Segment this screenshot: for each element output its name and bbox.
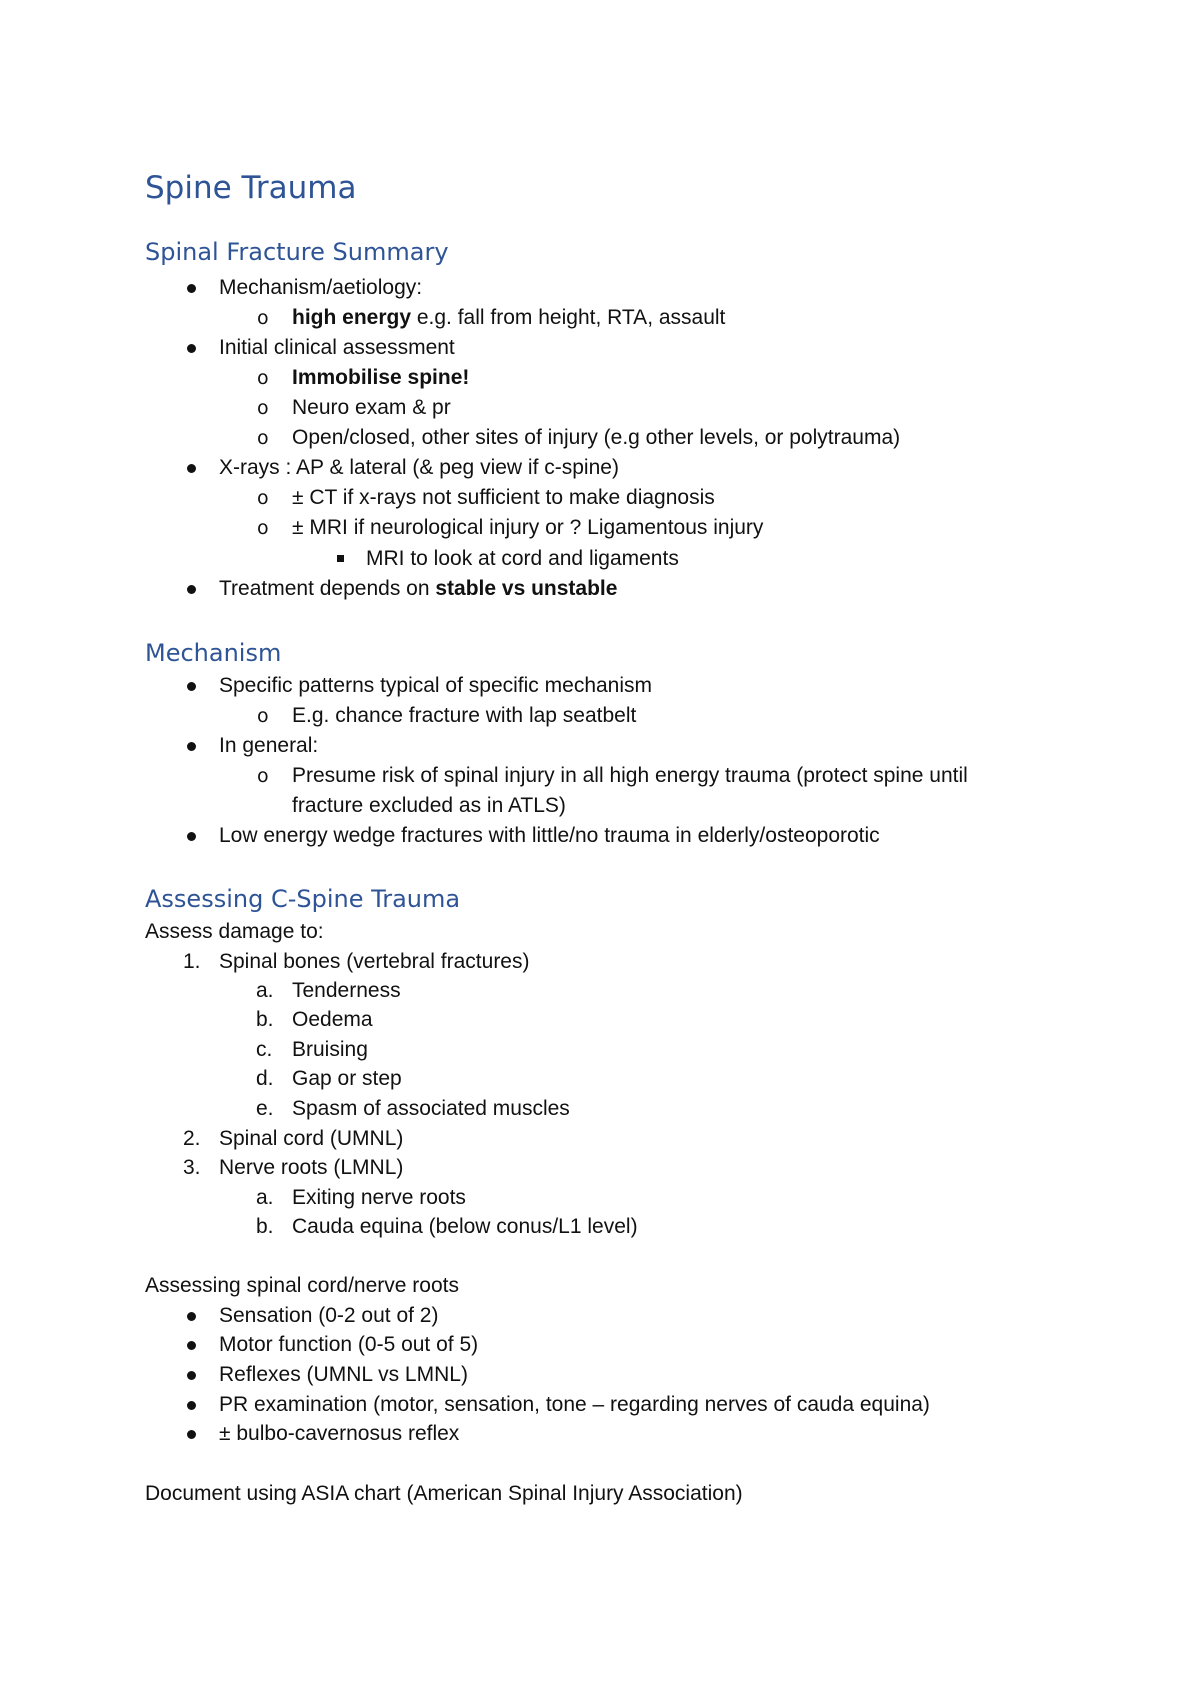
list-item-reflexes: Reflexes (UMNL vs LMNL)	[219, 1363, 468, 1386]
bullet-circle: o	[257, 367, 269, 389]
list-item-open-closed: Open/closed, other sites of injury (e.g other levels, or polytrauma)	[292, 426, 901, 449]
bullet-circle: o	[257, 397, 269, 419]
list-item-patterns: Specific patterns typical of specific mechanism	[219, 674, 653, 697]
bullet-circle: o	[257, 487, 269, 509]
bullet-dot	[187, 832, 196, 841]
bullet-dot	[187, 284, 196, 293]
list-item-presume-line2: fracture excluded as in ATLS)	[292, 794, 566, 817]
bullet-dot	[187, 1430, 196, 1439]
list-item-mechanism: Mechanism/aetiology:	[219, 276, 423, 299]
list-number: 3.	[183, 1156, 201, 1179]
heading-assessing-c-spine: Assessing C-Spine Trauma	[145, 885, 461, 913]
bullet-dot	[187, 585, 196, 594]
list-item-motor: Motor function (0-5 out of 5)	[219, 1333, 479, 1356]
bullet-dot	[187, 464, 196, 473]
list-item-gap-or-step: Gap or step	[292, 1067, 402, 1090]
list-letter: b.	[256, 1215, 274, 1238]
list-letter: b.	[256, 1008, 274, 1031]
list-item-spinal-bones: Spinal bones (vertebral fractures)	[219, 950, 530, 973]
high-energy-rest: e.g. fall from height, RTA, assault	[411, 306, 726, 329]
list-item-immobilise: Immobilise spine!	[292, 366, 470, 389]
heading-spinal-fracture-summary: Spinal Fracture Summary	[145, 238, 449, 266]
high-energy-bold: high energy	[292, 306, 412, 329]
bullet-circle: o	[257, 705, 269, 727]
bullet-circle: o	[257, 307, 269, 329]
list-item-high-energy	[292, 304, 725, 332]
bullet-circle: o	[257, 517, 269, 539]
bullet-dot	[187, 1371, 196, 1380]
treatment-prefix: Treatment depends on	[219, 577, 436, 600]
list-item-bruising: Bruising	[292, 1038, 368, 1061]
asia-note: Document using ASIA chart (American Spinal Injury Association)	[145, 1482, 743, 1505]
list-item-mri-sub: MRI to look at cord and ligaments	[366, 547, 679, 570]
list-item-nerve-roots: Nerve roots (LMNL)	[219, 1156, 404, 1179]
list-letter: d.	[256, 1067, 274, 1090]
list-item-bulbo-cavernosus: ± bulbo-cavernosus reflex	[219, 1422, 460, 1445]
list-item-treatment	[219, 575, 617, 603]
list-item-initial-assessment: Initial clinical assessment	[219, 336, 455, 359]
list-item-exiting-roots: Exiting nerve roots	[292, 1186, 466, 1209]
list-item-sensation: Sensation (0-2 out of 2)	[219, 1304, 439, 1327]
bullet-dot	[187, 1401, 196, 1410]
bullet-square	[337, 555, 344, 562]
bullet-circle: o	[257, 427, 269, 449]
bullet-circle: o	[257, 765, 269, 787]
bullet-dot	[187, 344, 196, 353]
assess-intro: Assess damage to:	[145, 920, 324, 943]
list-item-spinal-cord: Spinal cord (UMNL)	[219, 1127, 404, 1150]
list-letter: a.	[256, 979, 274, 1002]
bullet-dot	[187, 1341, 196, 1350]
list-item-mri: ± MRI if neurological injury or ? Ligamentous injury	[292, 516, 764, 539]
list-item-tenderness: Tenderness	[292, 979, 401, 1002]
cord-heading: Assessing spinal cord/nerve roots	[145, 1274, 459, 1297]
list-item-xrays: X-rays : AP & lateral (& peg view if c-spine)	[219, 456, 619, 479]
list-item-neuro-exam: Neuro exam & pr	[292, 396, 451, 419]
list-letter: c.	[256, 1038, 273, 1061]
treatment-bold: stable vs unstable	[435, 577, 618, 600]
bullet-dot	[187, 1312, 196, 1321]
list-number: 1.	[183, 950, 201, 973]
list-number: 2.	[183, 1127, 201, 1150]
heading-mechanism: Mechanism	[145, 639, 282, 667]
bullet-dot	[187, 742, 196, 751]
list-item-spasm: Spasm of associated muscles	[292, 1097, 570, 1120]
bullet-dot	[187, 682, 196, 691]
list-item-presume-line1: Presume risk of spinal injury in all high energy trauma (protect spine until	[292, 764, 968, 787]
list-item-oedema: Oedema	[292, 1008, 373, 1031]
list-item-cauda-equina: Cauda equina (below conus/L1 level)	[292, 1215, 638, 1238]
list-item-pr-exam: PR examination (motor, sensation, tone – regarding nerves of cauda equina)	[219, 1393, 930, 1416]
list-item-in-general: In general:	[219, 734, 319, 757]
page-title: Spine Trauma	[145, 170, 357, 206]
list-letter: a.	[256, 1186, 274, 1209]
list-item-low-energy: Low energy wedge fractures with little/no trauma in elderly/osteoporotic	[219, 824, 880, 847]
list-item-ct: ± CT if x-rays not sufficient to make diagnosis	[292, 486, 715, 509]
list-item-chance: E.g. chance fracture with lap seatbelt	[292, 704, 637, 727]
list-letter: e.	[256, 1097, 274, 1120]
